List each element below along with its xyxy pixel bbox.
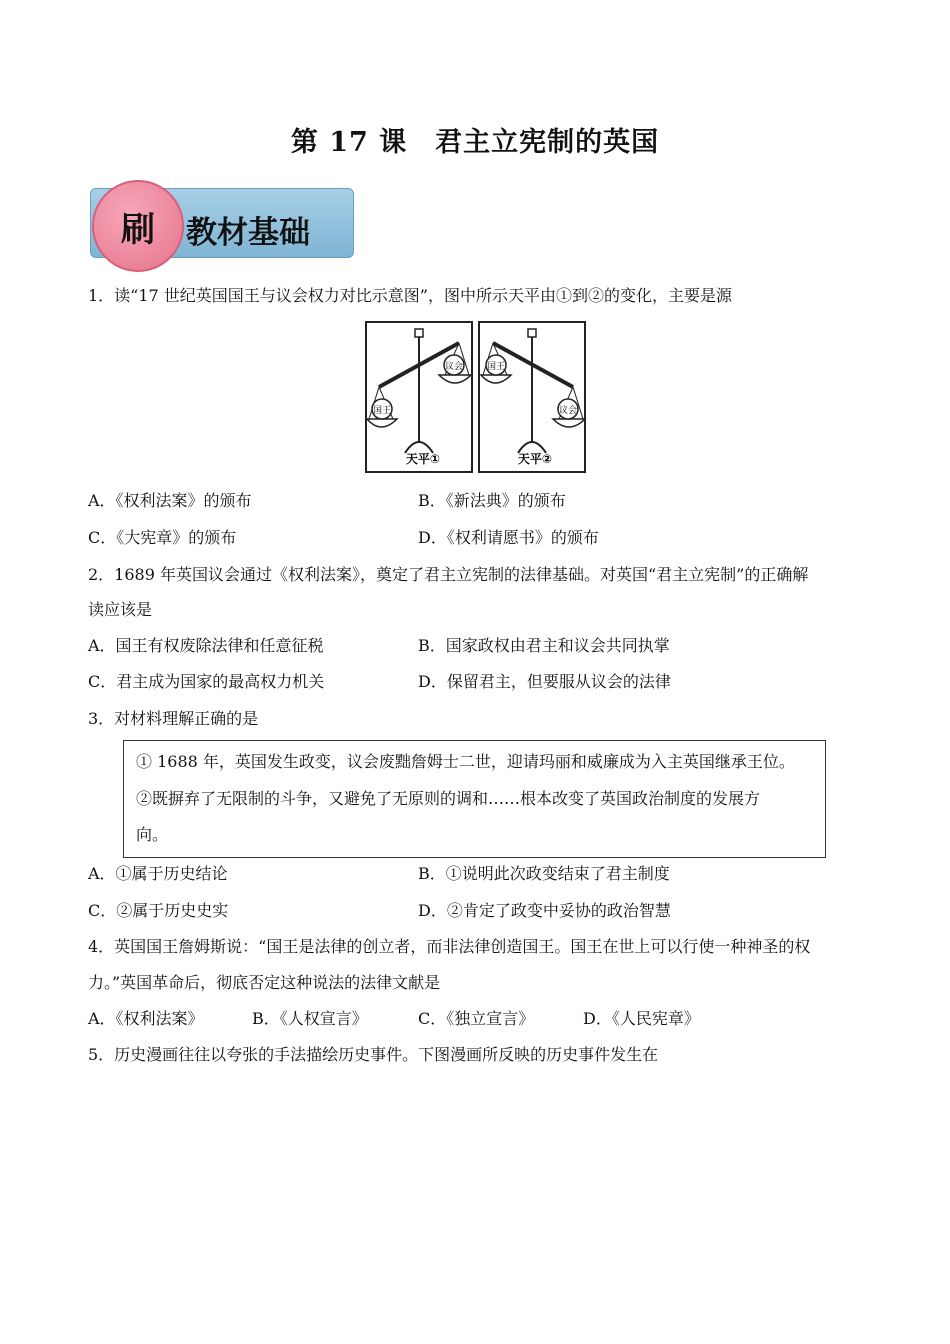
q2-stem-line2: 读应该是 (88, 600, 153, 619)
banner-title: 教材基础 (186, 215, 310, 251)
q2-option-d[interactable]: D．保留君主，但要服从议会的法律 (418, 672, 671, 691)
q3-option-a[interactable]: A．①属于历史结论 (88, 864, 228, 883)
q4-stem-line2: 力。”英国革命后，彻底否定这种说法的法律文献是 (88, 973, 441, 992)
q2-option-c[interactable]: C．君主成为国家的最高权力机关 (88, 672, 325, 691)
q3-option-d[interactable]: D．②肯定了政变中妥协的政治智慧 (418, 901, 671, 920)
q1-option-c[interactable]: C．《大宪章》的颁布 (88, 528, 237, 547)
q1-option-b[interactable]: B．《新法典》的颁布 (418, 491, 566, 510)
pan-label: 议会 (558, 406, 578, 416)
q3-material-line: ②既摒弃了无限制的斗争，又避免了无原则的调和……根本改变了英国政治制度的发展方 (136, 789, 761, 808)
scale-2 (479, 322, 585, 472)
pan-label: 国王 (372, 406, 392, 416)
q5-stem: 5．历史漫画往往以夸张的手法描绘历史事件。下图漫画所反映的历史事件发生在 (88, 1045, 659, 1064)
q2-stem-line1: 2．1689 年英国议会通过《权利法案》，奠定了君主立宪制的法律基础。对英国“君主立宪制”的正确解 (88, 565, 809, 584)
q3-option-c[interactable]: C．②属于历史史实 (88, 901, 229, 920)
q3-stem: 3．对材料理解正确的是 (88, 709, 259, 728)
q3-option-b[interactable]: B．①说明此次政变结束了君主制度 (418, 864, 670, 883)
q4-option-a[interactable]: A．《权利法案》 (88, 1009, 204, 1028)
q4-option-d[interactable]: D．《人民宪章》 (583, 1009, 700, 1028)
scale-label: 天平① (405, 452, 441, 466)
pan-label: 国王 (486, 362, 506, 372)
q2-option-b[interactable]: B．国家政权由君主和议会共同执掌 (418, 636, 670, 655)
scale-label: 天平② (517, 452, 553, 466)
pan-label: 议会 (444, 362, 464, 372)
scale-1 (366, 322, 472, 472)
q1-option-a[interactable]: A．《权利法案》的颁布 (88, 491, 252, 510)
page-title: 第 17 课 君主立宪制的英国 (290, 127, 660, 158)
q2-option-a[interactable]: A．国王有权废除法律和任意征税 (88, 636, 324, 655)
banner-badge: 刷 (92, 180, 184, 272)
q3-material-line: 向。 (136, 825, 169, 844)
q4-stem-line1: 4．英国国王詹姆斯说：“国王是法律的创立者，而非法律创造国王。国王在世上可以行使一种神圣的权 (88, 937, 811, 956)
q1-option-d[interactable]: D．《权利请愿书》的颁布 (418, 528, 599, 547)
q1-stem: 1．读“17 世纪英国国王与议会权力对比示意图”，图中所示天平由①到②的变化，主要是源 (88, 286, 732, 305)
q4-option-b[interactable]: B．《人权宣言》 (252, 1009, 368, 1028)
q4-option-c[interactable]: C．《独立宣言》 (418, 1009, 535, 1028)
q3-material-line: ① 1688 年，英国发生政变，议会废黜詹姆士二世，迎请玛丽和威廉成为入主英国继承王位。 (136, 752, 795, 771)
balance-scale-figure (365, 321, 587, 473)
